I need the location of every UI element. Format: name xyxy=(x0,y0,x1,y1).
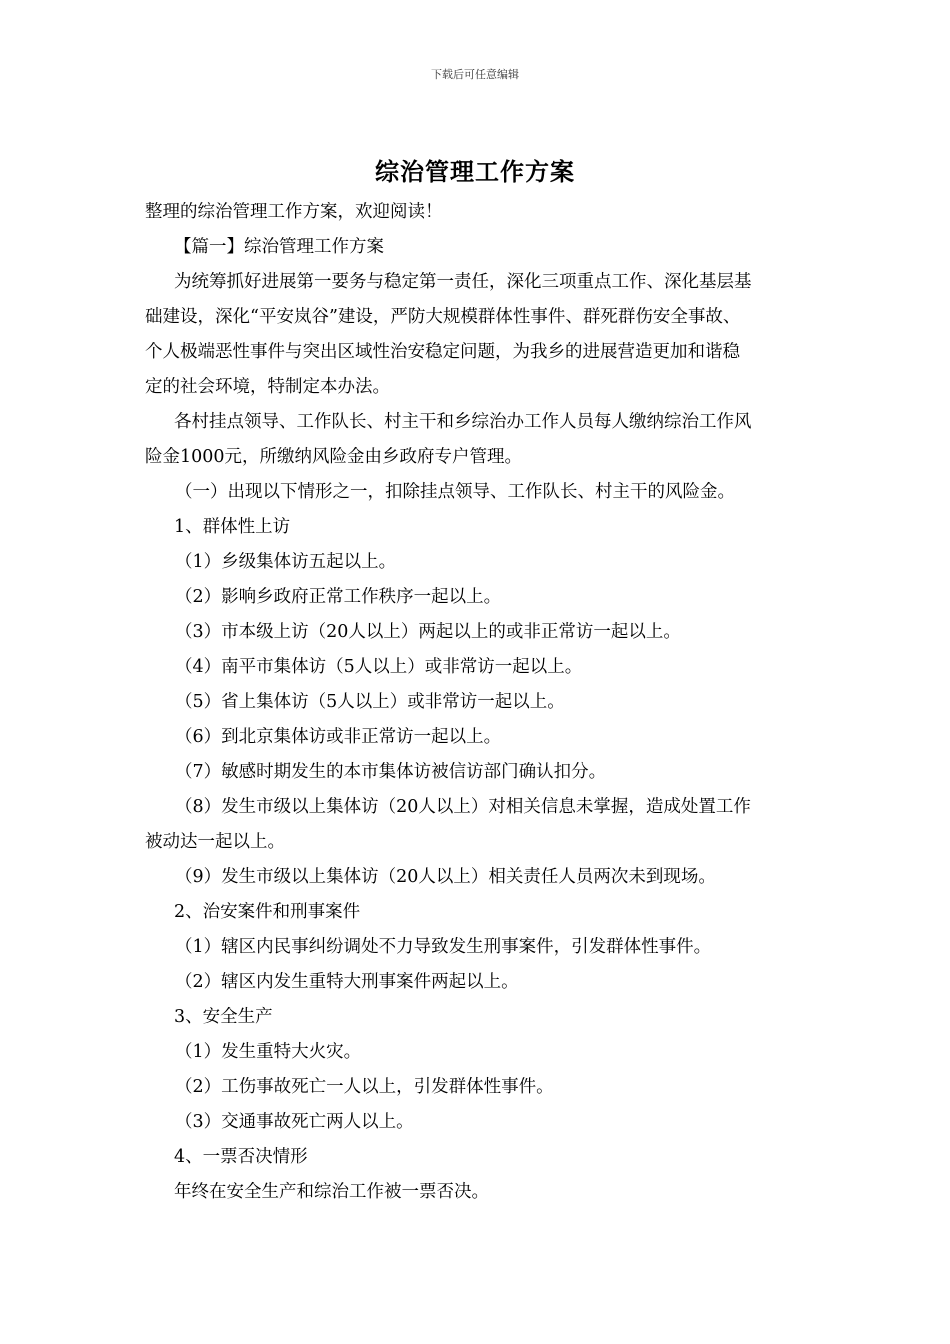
list-item: （9）发生市级以上集体访（20人以上）相关责任人员两次未到现场。 xyxy=(175,867,716,887)
paragraph-line: 各村挂点领导、工作队长、村主干和乡综治办工作人员每人缴纳综治工作风 xyxy=(174,412,752,432)
list-item: （2）辖区内发生重特大刑事案件两起以上。 xyxy=(175,972,519,992)
section-heading: 【篇一】综治管理工作方案 xyxy=(174,237,384,257)
list-item: （7）敏感时期发生的本市集体访被信访部门确认扣分。 xyxy=(175,762,607,782)
intro-line: 整理的综治管理工作方案，欢迎阅读！ xyxy=(145,202,443,222)
clause-heading: （一）出现以下情形之一，扣除挂点领导、工作队长、村主干的风险金。 xyxy=(175,482,735,502)
paragraph-line: 险金1000元，所缴纳风险金由乡政府专户管理。 xyxy=(145,447,523,467)
list-item: （1）乡级集体访五起以上。 xyxy=(175,552,397,572)
list-item: （3）交通事故死亡两人以上。 xyxy=(175,1112,414,1132)
document-title: 综治管理工作方案 xyxy=(375,157,575,186)
list-item: （6）到北京集体访或非正常访一起以上。 xyxy=(175,727,502,747)
paragraph-line: 定的社会环境，特制定本办法。 xyxy=(145,377,390,397)
list-item: （1）发生重特大火灾。 xyxy=(175,1042,362,1062)
list-item: （3）市本级上访（20人以上）两起以上的或非正常访一起以上。 xyxy=(175,622,681,642)
paragraph-line: 年终在安全生产和综治工作被一票否决。 xyxy=(174,1182,489,1202)
subsection-heading: 4、一票否决情形 xyxy=(174,1147,308,1167)
document-body xyxy=(145,195,825,1210)
page-header: 下载后可任意编辑 xyxy=(431,68,519,81)
paragraph-line: 础建设，深化“平安岚谷”建设，严防大规模群体性事件、群死群伤安全事故、 xyxy=(145,307,741,327)
subsection-heading: 1、群体性上访 xyxy=(174,517,291,537)
list-item-continuation: 被动达一起以上。 xyxy=(145,832,285,852)
list-item: （1）辖区内民事纠纷调处不力导致发生刑事案件，引发群体性事件。 xyxy=(175,937,712,957)
list-item: （8）发生市级以上集体访（20人以上）对相关信息未掌握，造成处置工作 xyxy=(175,797,751,817)
paragraph-line: 为统筹抓好进展第一要务与稳定第一责任，深化三项重点工作、深化基层基 xyxy=(174,272,752,292)
subsection-heading: 2、治安案件和刑事案件 xyxy=(174,902,361,922)
subsection-heading: 3、安全生产 xyxy=(174,1007,273,1027)
list-item: （4）南平市集体访（5人以上）或非常访一起以上。 xyxy=(175,657,583,677)
paragraph-line: 个人极端恶性事件与突出区域性治安稳定问题，为我乡的进展营造更加和谐稳 xyxy=(145,342,740,362)
list-item: （5）省上集体访（5人以上）或非常访一起以上。 xyxy=(175,692,565,712)
list-item: （2）影响乡政府正常工作秩序一起以上。 xyxy=(175,587,502,607)
list-item: （2）工伤事故死亡一人以上，引发群体性事件。 xyxy=(175,1077,554,1097)
